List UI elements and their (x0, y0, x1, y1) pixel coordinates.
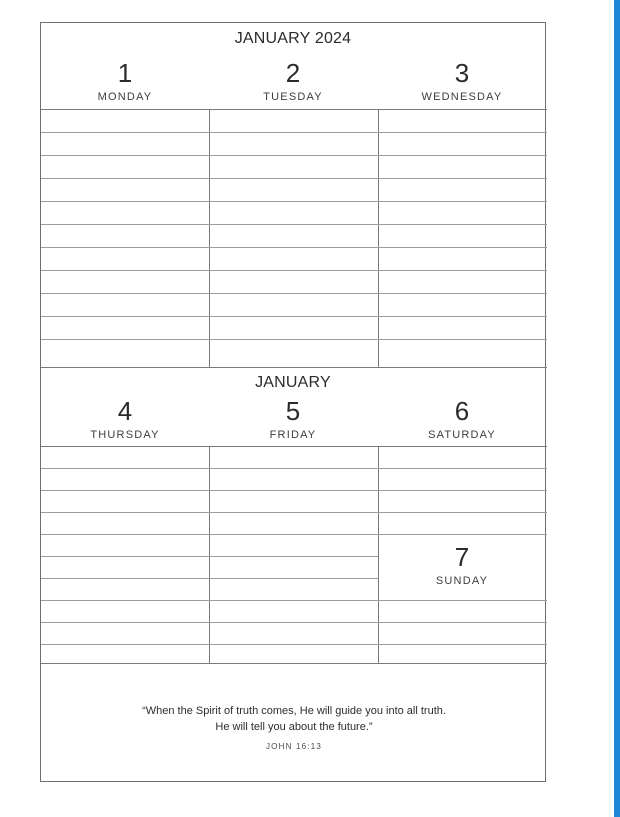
day-header-tuesday (209, 59, 377, 104)
day-header-thursday (41, 397, 209, 442)
writing-line (41, 155, 547, 156)
day-number: 5 (285, 396, 301, 426)
writing-line (41, 293, 547, 294)
header-divider-top (41, 109, 547, 110)
day-number: 6 (454, 396, 470, 426)
writing-line (41, 316, 547, 317)
writing-line (41, 201, 547, 202)
writing-line (41, 622, 547, 623)
writing-line (41, 644, 547, 645)
writing-line (41, 600, 547, 601)
writing-line (41, 490, 547, 491)
day-name: TUESDAY (263, 91, 323, 103)
day-number: 4 (117, 396, 133, 426)
section-divider (41, 367, 547, 368)
column-divider (209, 446, 210, 663)
writing-line (41, 224, 547, 225)
writing-line (41, 178, 547, 179)
day-header-monday (41, 59, 209, 104)
scripture-quote (41, 703, 547, 755)
day-number: 1 (117, 58, 133, 88)
footer-divider (41, 663, 547, 664)
blue-edge-border (614, 0, 620, 817)
writing-line (41, 512, 547, 513)
day-name: SUNDAY (435, 575, 489, 587)
day-header-friday (209, 397, 377, 442)
header-divider-bottom (41, 446, 547, 447)
column-divider (378, 109, 379, 367)
day-number: 7 (454, 542, 470, 572)
column-divider (209, 109, 210, 367)
writing-line (41, 556, 378, 557)
month-title-top: JANUARY 2024 (234, 30, 352, 47)
quote-line-2: He will tell you about the future.” (215, 721, 373, 733)
scripture-reference: JOHN 16:13 (265, 742, 323, 751)
month-title-bottom: JANUARY (255, 374, 331, 391)
weekly-planner-page (40, 22, 546, 782)
day-header-saturday (378, 397, 546, 442)
writing-line (41, 534, 547, 535)
day-number: 2 (285, 58, 301, 88)
quote-line-1: “When the Spirit of truth comes, He will guide you into all truth. (142, 705, 446, 717)
day-header-wednesday (378, 59, 546, 104)
writing-line (41, 132, 547, 133)
day-name: MONDAY (97, 91, 153, 103)
writing-line (41, 270, 547, 271)
writing-line (41, 339, 547, 340)
writing-line (41, 468, 547, 469)
day-name: FRIDAY (269, 429, 317, 441)
day-header-sunday (378, 543, 546, 588)
writing-line (41, 578, 378, 579)
writing-line (41, 247, 547, 248)
day-name: SATURDAY (428, 429, 496, 441)
day-name: WEDNESDAY (421, 91, 503, 103)
day-name: THURSDAY (90, 429, 160, 441)
day-number: 3 (454, 58, 470, 88)
